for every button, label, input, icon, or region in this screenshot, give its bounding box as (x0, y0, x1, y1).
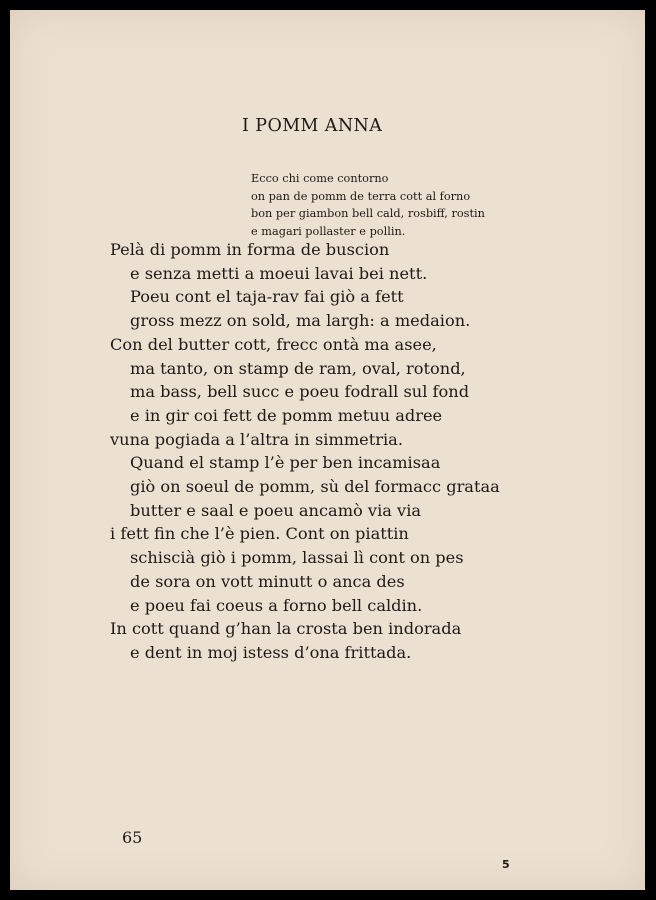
poem-line: Quand el stamp l’è per ben incamisaa (130, 453, 441, 473)
book-page (10, 10, 645, 890)
poem-line: giò on soeul de pomm, sù del formacc grataa (130, 477, 500, 497)
poem-line: ma bass, bell succ e poeu fodrall sul fond (130, 382, 470, 402)
epigraph-line: Ecco chi come contorno (251, 172, 389, 185)
poem-line: e dent in moj istess d’ona frittada. (130, 642, 412, 662)
poem-title: I POMM ANNA (242, 116, 383, 136)
page-number: 65 (122, 828, 143, 847)
poem-line: e poeu fai coeus a forno bell caldin. (130, 595, 423, 615)
poem-body (110, 238, 500, 665)
epigraph (251, 170, 485, 240)
epigraph-line: e magari pollaster e pollin. (251, 224, 406, 238)
poem-line: schiscià giò i pomm, lassai lì cont on pes (130, 548, 464, 568)
poem-line: gross mezz on sold, ma largh: a medaion. (130, 311, 471, 331)
poem-line: e in gir coi fett de pomm metuu adree (130, 405, 443, 425)
poem-line: butter e saal e poeu ancamò via via (130, 500, 422, 520)
epigraph-line: bon per giambon bell cald, rosbiff, rostin (251, 207, 485, 220)
poem-line: Con del butter cott, frecc ontà ma asee, (110, 334, 437, 354)
poem-line: Poeu cont el taja-rav fai giò a fett (130, 287, 404, 307)
poem-line: e senza metti a moeui lavai bei nett. (130, 263, 428, 283)
folio-number: 5 (502, 858, 510, 871)
poem-line: vuna pogiada a l’altra in simmetria. (110, 429, 403, 449)
poem-line: Pelà di pomm in forma de buscion (110, 240, 390, 259)
poem-line: de sora on vott minutt o anca des (130, 571, 405, 591)
poem-line: ma tanto, on stamp de ram, oval, rotond, (130, 358, 466, 378)
poem-line: i fett fin che l’è pien. Cont on piattin (110, 524, 409, 544)
epigraph-line: on pan de pomm de terra cott al forno (251, 189, 471, 203)
poem-line: In cott quand g’han la crosta ben indorada (110, 619, 462, 639)
